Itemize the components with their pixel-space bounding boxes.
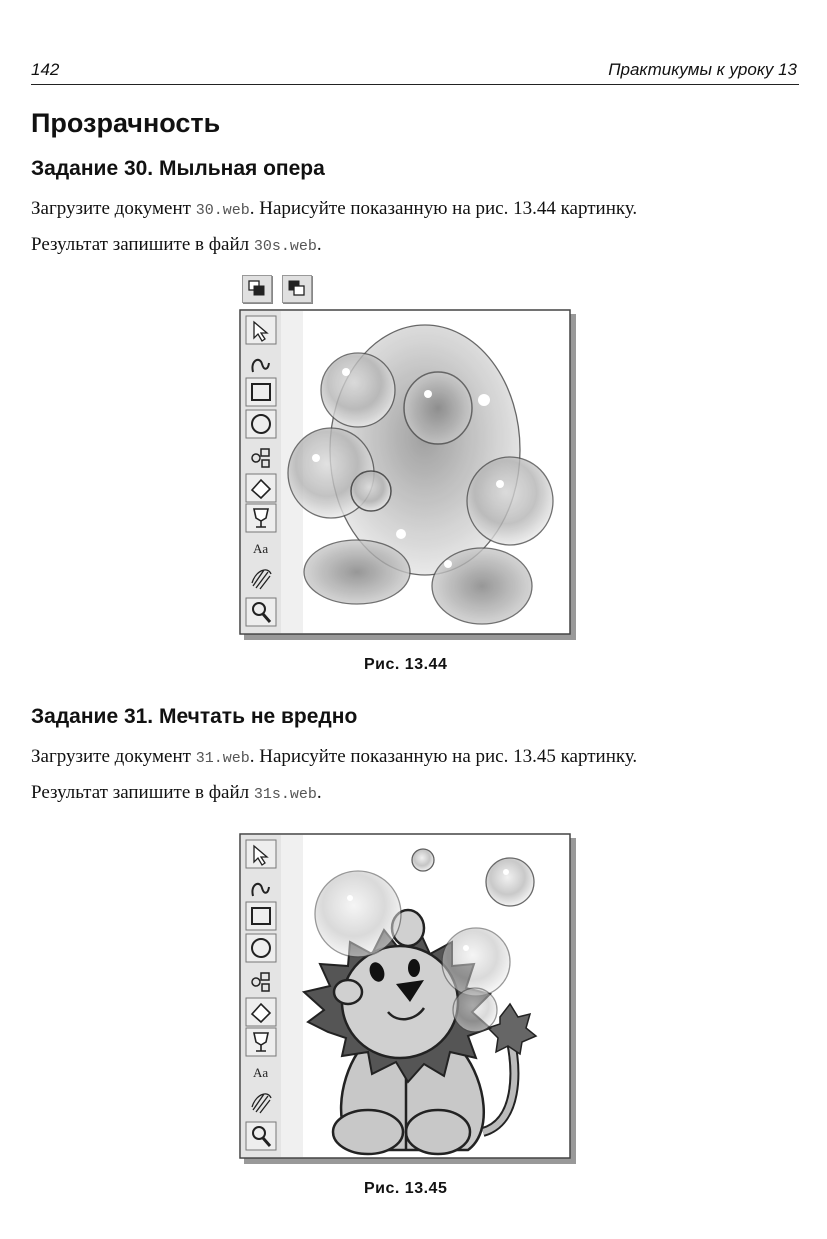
rectangle-tool-button[interactable] (246, 378, 276, 406)
figure-13-45-caption: Рис. 13.45 (364, 1180, 448, 1197)
task31-text (31, 740, 801, 812)
section-title: Прозрачность (31, 108, 221, 138)
task30-line2: Результат запишите в файл 30s.web. (31, 234, 322, 255)
task31-line2: Результат запишите в файл 31s.web. (31, 782, 322, 803)
bubble (404, 372, 472, 444)
task30-result-file: 30s.web (253, 238, 317, 255)
lion-face (342, 946, 458, 1058)
task30-line1: Загрузите документ 30.web. Нарисуйте показанную на рис. 13.44 картинку. (31, 198, 638, 219)
bring-forward-button[interactable] (242, 275, 272, 303)
bubble (304, 540, 410, 604)
task31-result-file: 31s.web (253, 786, 317, 803)
bubble (432, 548, 532, 624)
rectangle-tool-button[interactable] (246, 902, 276, 930)
bubble (321, 353, 395, 427)
task31-title: Задание 31. Мечтать не вредно (31, 705, 358, 728)
figure-13-44-caption: Рис. 13.44 (364, 656, 448, 673)
running-title: Практикумы к уроку 13 (608, 60, 797, 79)
bubble (315, 871, 401, 957)
text-tool-icon[interactable]: Aa (253, 1065, 269, 1080)
figure-13-45 (238, 832, 578, 1166)
figure-13-44 (238, 308, 578, 642)
zoom-tool-button[interactable] (246, 598, 276, 626)
bubble (467, 457, 553, 545)
task30-file: 30.web (195, 202, 250, 219)
zoom-tool-button[interactable] (246, 1122, 276, 1150)
task31-file: 31.web (195, 750, 250, 767)
task30-title: Задание 30. Мыльная опера (31, 157, 325, 180)
task30-text (31, 192, 801, 264)
task31-line1: Загрузите документ 31.web. Нарисуйте показанную на рис. 13.45 картинку. (31, 746, 638, 767)
bubble (442, 928, 510, 996)
text-tool-icon[interactable]: Aa (253, 541, 269, 556)
page-number: 142 (31, 60, 60, 79)
bubble (486, 858, 534, 906)
bring-forward-icon (243, 276, 271, 302)
header-rule (31, 84, 799, 85)
send-backward-icon (283, 276, 311, 302)
send-backward-button[interactable] (282, 275, 312, 303)
bubble (412, 849, 434, 871)
bubble (453, 988, 497, 1032)
bubble (351, 471, 391, 511)
